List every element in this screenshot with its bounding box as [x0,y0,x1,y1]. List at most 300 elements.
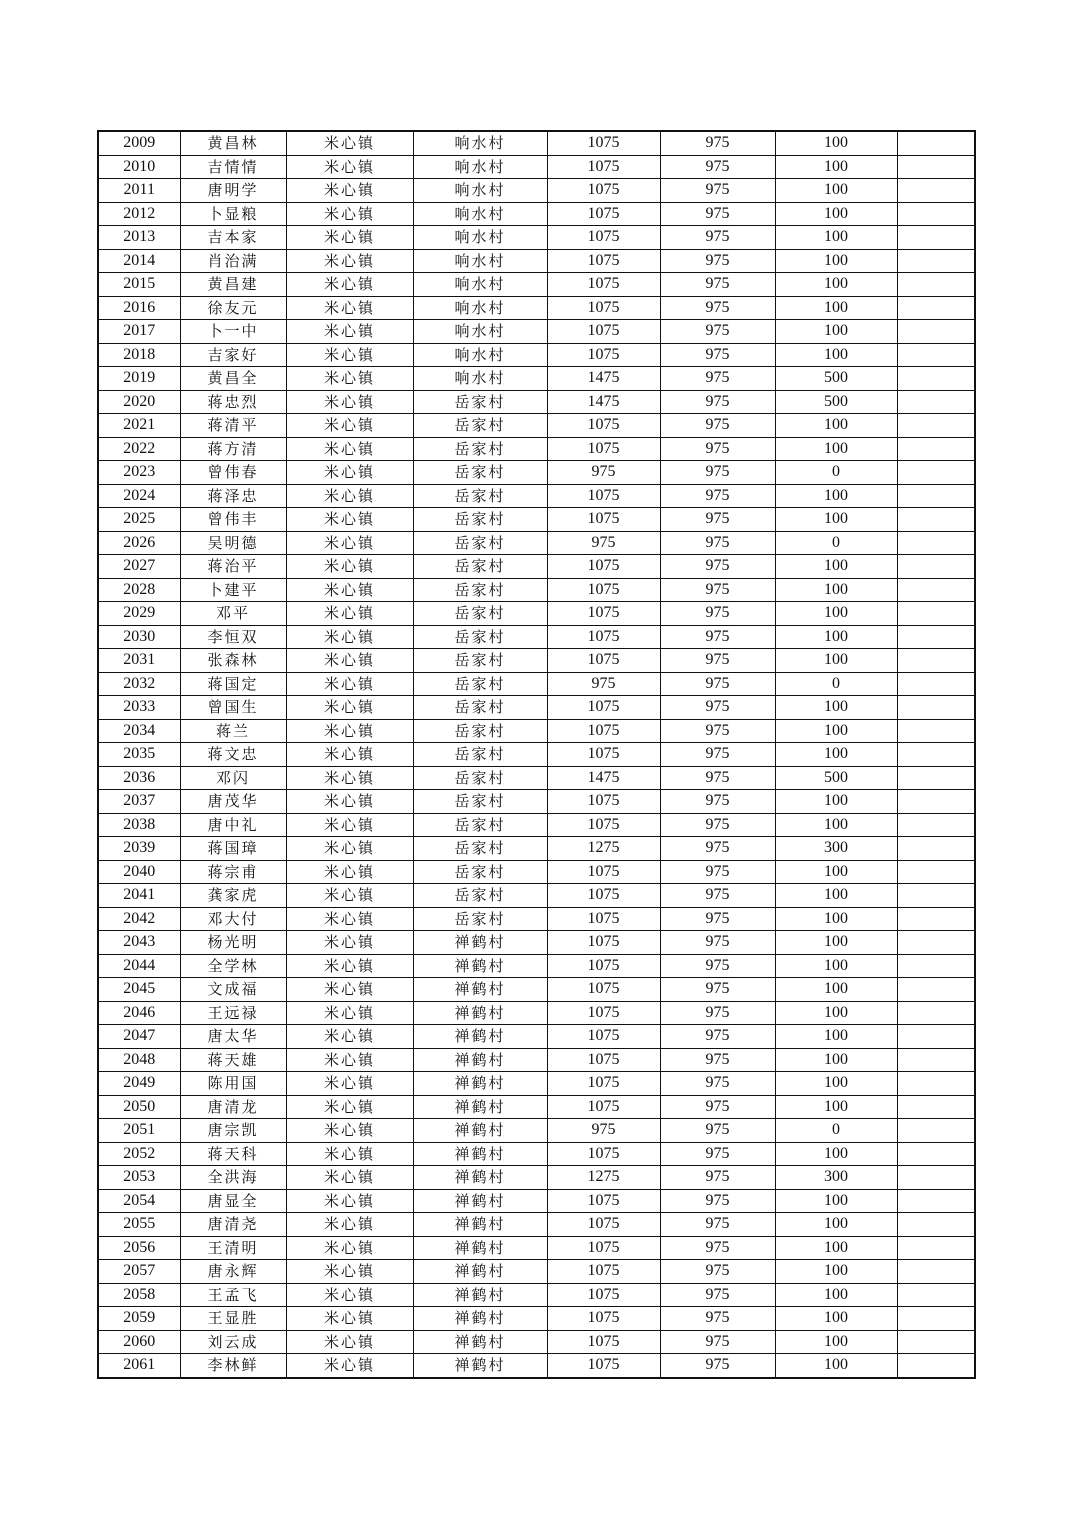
town-cell: 米心镇 [286,978,413,1002]
amount-cell: 1075 [547,155,660,179]
serial-cell: 2024 [98,484,180,508]
amount-cell: 1075 [547,1095,660,1119]
village-cell: 响水村 [413,226,547,250]
town-cell: 米心镇 [286,602,413,626]
table-row [98,672,975,696]
difference-cell: 100 [775,1001,897,1025]
remark-cell [897,131,975,155]
table-row [98,719,975,743]
serial-cell: 2048 [98,1048,180,1072]
remark-cell [897,1142,975,1166]
table-row [98,249,975,273]
serial-cell: 2026 [98,531,180,555]
standard-cell: 975 [660,1283,775,1307]
amount-cell: 1075 [547,907,660,931]
serial-cell: 2046 [98,1001,180,1025]
serial-cell: 2049 [98,1072,180,1096]
village-cell: 禅鹤村 [413,1025,547,1049]
town-cell: 米心镇 [286,672,413,696]
table-row [98,696,975,720]
village-cell: 岳家村 [413,719,547,743]
name-cell: 蒋国定 [180,672,286,696]
town-cell: 米心镇 [286,884,413,908]
name-cell: 张森林 [180,649,286,673]
town-cell: 米心镇 [286,1330,413,1354]
standard-cell: 975 [660,649,775,673]
village-cell: 禅鹤村 [413,1048,547,1072]
remark-cell [897,813,975,837]
village-cell: 禅鹤村 [413,1213,547,1237]
standard-cell: 975 [660,1354,775,1378]
name-cell: 刘云成 [180,1330,286,1354]
name-cell: 邓闪 [180,766,286,790]
standard-cell: 975 [660,672,775,696]
table-row [98,296,975,320]
town-cell: 米心镇 [286,1095,413,1119]
amount-cell: 1075 [547,1213,660,1237]
table-row [98,320,975,344]
difference-cell: 300 [775,837,897,861]
amount-cell: 1075 [547,578,660,602]
table-row [98,1260,975,1284]
serial-cell: 2043 [98,931,180,955]
standard-cell: 975 [660,531,775,555]
remark-cell [897,578,975,602]
remark-cell [897,437,975,461]
amount-cell: 1075 [547,696,660,720]
town-cell: 米心镇 [286,1213,413,1237]
data-table [97,130,976,1379]
difference-cell: 100 [775,649,897,673]
table-row [98,1307,975,1331]
difference-cell: 100 [775,790,897,814]
standard-cell: 975 [660,249,775,273]
table-row [98,202,975,226]
town-cell: 米心镇 [286,226,413,250]
town-cell: 米心镇 [286,931,413,955]
difference-cell: 100 [775,1142,897,1166]
town-cell: 米心镇 [286,437,413,461]
standard-cell: 975 [660,320,775,344]
village-cell: 禅鹤村 [413,1001,547,1025]
name-cell: 蒋兰 [180,719,286,743]
amount-cell: 1075 [547,131,660,155]
difference-cell: 100 [775,249,897,273]
remark-cell [897,531,975,555]
table-row [98,390,975,414]
remark-cell [897,790,975,814]
amount-cell: 975 [547,1119,660,1143]
remark-cell [897,1025,975,1049]
table-row [98,860,975,884]
amount-cell: 1275 [547,837,660,861]
table-row [98,1166,975,1190]
town-cell: 米心镇 [286,343,413,367]
name-cell: 徐友元 [180,296,286,320]
village-cell: 岳家村 [413,578,547,602]
remark-cell [897,719,975,743]
standard-cell: 975 [660,1330,775,1354]
name-cell: 唐永辉 [180,1260,286,1284]
name-cell: 王孟飞 [180,1283,286,1307]
village-cell: 岳家村 [413,414,547,438]
village-cell: 响水村 [413,367,547,391]
amount-cell: 1075 [547,625,660,649]
amount-cell: 975 [547,672,660,696]
remark-cell [897,1354,975,1378]
table-row [98,1142,975,1166]
name-cell: 蒋方清 [180,437,286,461]
difference-cell: 100 [775,931,897,955]
name-cell: 王远禄 [180,1001,286,1025]
standard-cell: 975 [660,1072,775,1096]
table-row [98,155,975,179]
serial-cell: 2041 [98,884,180,908]
table-row [98,414,975,438]
village-cell: 岳家村 [413,790,547,814]
standard-cell: 975 [660,226,775,250]
serial-cell: 2036 [98,766,180,790]
amount-cell: 1075 [547,1354,660,1378]
town-cell: 米心镇 [286,1260,413,1284]
difference-cell: 100 [775,1095,897,1119]
table-body [98,131,975,1378]
village-cell: 禅鹤村 [413,1189,547,1213]
table-row [98,1236,975,1260]
difference-cell: 100 [775,1025,897,1049]
amount-cell: 1075 [547,813,660,837]
table-row [98,578,975,602]
amount-cell: 1075 [547,179,660,203]
town-cell: 米心镇 [286,1072,413,1096]
remark-cell [897,860,975,884]
standard-cell: 975 [660,1260,775,1284]
town-cell: 米心镇 [286,625,413,649]
table-row [98,1025,975,1049]
difference-cell: 100 [775,437,897,461]
difference-cell: 500 [775,766,897,790]
table-row [98,1095,975,1119]
standard-cell: 975 [660,155,775,179]
table-row [98,978,975,1002]
difference-cell: 100 [775,414,897,438]
village-cell: 岳家村 [413,625,547,649]
serial-cell: 2017 [98,320,180,344]
table-row [98,954,975,978]
village-cell: 岳家村 [413,531,547,555]
name-cell: 唐宗凯 [180,1119,286,1143]
table-row [98,1072,975,1096]
village-cell: 禅鹤村 [413,1354,547,1378]
difference-cell: 100 [775,1213,897,1237]
name-cell: 龚家虎 [180,884,286,908]
amount-cell: 1075 [547,484,660,508]
name-cell: 邓大付 [180,907,286,931]
amount-cell: 1075 [547,719,660,743]
table-row [98,1048,975,1072]
amount-cell: 1075 [547,602,660,626]
village-cell: 岳家村 [413,884,547,908]
remark-cell [897,1213,975,1237]
amount-cell: 1075 [547,555,660,579]
difference-cell: 100 [775,1189,897,1213]
serial-cell: 2051 [98,1119,180,1143]
remark-cell [897,202,975,226]
serial-cell: 2027 [98,555,180,579]
amount-cell: 1075 [547,1307,660,1331]
difference-cell: 100 [775,954,897,978]
amount-cell: 1075 [547,437,660,461]
standard-cell: 975 [660,1166,775,1190]
difference-cell: 100 [775,1283,897,1307]
standard-cell: 975 [660,837,775,861]
remark-cell [897,1307,975,1331]
standard-cell: 975 [660,296,775,320]
amount-cell: 1075 [547,1048,660,1072]
difference-cell: 100 [775,978,897,1002]
name-cell: 曾伟丰 [180,508,286,532]
town-cell: 米心镇 [286,508,413,532]
remark-cell [897,1048,975,1072]
amount-cell: 1075 [547,1025,660,1049]
standard-cell: 975 [660,508,775,532]
standard-cell: 975 [660,131,775,155]
name-cell: 曾国生 [180,696,286,720]
standard-cell: 975 [660,1307,775,1331]
difference-cell: 100 [775,484,897,508]
difference-cell: 100 [775,1260,897,1284]
remark-cell [897,1260,975,1284]
standard-cell: 975 [660,907,775,931]
serial-cell: 2013 [98,226,180,250]
table-row [98,1213,975,1237]
difference-cell: 500 [775,390,897,414]
amount-cell: 1075 [547,273,660,297]
town-cell: 米心镇 [286,860,413,884]
village-cell: 岳家村 [413,437,547,461]
village-cell: 岳家村 [413,860,547,884]
serial-cell: 2032 [98,672,180,696]
village-cell: 响水村 [413,343,547,367]
serial-cell: 2030 [98,625,180,649]
table-row [98,602,975,626]
name-cell: 蒋文忠 [180,743,286,767]
town-cell: 米心镇 [286,484,413,508]
standard-cell: 975 [660,931,775,955]
amount-cell: 1475 [547,367,660,391]
remark-cell [897,1330,975,1354]
serial-cell: 2057 [98,1260,180,1284]
town-cell: 米心镇 [286,907,413,931]
amount-cell: 1475 [547,390,660,414]
name-cell: 卜显粮 [180,202,286,226]
village-cell: 岳家村 [413,813,547,837]
serial-cell: 2020 [98,390,180,414]
remark-cell [897,155,975,179]
name-cell: 唐清尧 [180,1213,286,1237]
table-row [98,884,975,908]
table-row [98,437,975,461]
village-cell: 禅鹤村 [413,978,547,1002]
remark-cell [897,1166,975,1190]
standard-cell: 975 [660,202,775,226]
village-cell: 岳家村 [413,766,547,790]
serial-cell: 2035 [98,743,180,767]
remark-cell [897,625,975,649]
remark-cell [897,296,975,320]
serial-cell: 2025 [98,508,180,532]
remark-cell [897,508,975,532]
serial-cell: 2012 [98,202,180,226]
difference-cell: 100 [775,179,897,203]
difference-cell: 100 [775,555,897,579]
table-row [98,1330,975,1354]
standard-cell: 975 [660,390,775,414]
village-cell: 响水村 [413,296,547,320]
difference-cell: 100 [775,508,897,532]
serial-cell: 2047 [98,1025,180,1049]
remark-cell [897,954,975,978]
amount-cell: 1075 [547,249,660,273]
standard-cell: 975 [660,1189,775,1213]
amount-cell: 1075 [547,954,660,978]
standard-cell: 975 [660,954,775,978]
table-row [98,837,975,861]
standard-cell: 975 [660,179,775,203]
amount-cell: 1075 [547,1283,660,1307]
town-cell: 米心镇 [286,1001,413,1025]
amount-cell: 1075 [547,1001,660,1025]
town-cell: 米心镇 [286,155,413,179]
difference-cell: 100 [775,719,897,743]
town-cell: 米心镇 [286,719,413,743]
serial-cell: 2039 [98,837,180,861]
serial-cell: 2029 [98,602,180,626]
serial-cell: 2053 [98,1166,180,1190]
remark-cell [897,1189,975,1213]
table-row [98,625,975,649]
serial-cell: 2061 [98,1354,180,1378]
standard-cell: 975 [660,555,775,579]
remark-cell [897,649,975,673]
name-cell: 唐明学 [180,179,286,203]
town-cell: 米心镇 [286,1189,413,1213]
name-cell: 蒋治平 [180,555,286,579]
table-row [98,273,975,297]
village-cell: 岳家村 [413,508,547,532]
difference-cell: 100 [775,1072,897,1096]
name-cell: 蒋天雄 [180,1048,286,1072]
standard-cell: 975 [660,1048,775,1072]
standard-cell: 975 [660,1142,775,1166]
village-cell: 禅鹤村 [413,1307,547,1331]
standard-cell: 975 [660,1236,775,1260]
amount-cell: 1075 [547,1142,660,1166]
serial-cell: 2015 [98,273,180,297]
table-row [98,367,975,391]
difference-cell: 100 [775,131,897,155]
serial-cell: 2054 [98,1189,180,1213]
serial-cell: 2044 [98,954,180,978]
serial-cell: 2028 [98,578,180,602]
amount-cell: 1075 [547,508,660,532]
name-cell: 唐清龙 [180,1095,286,1119]
village-cell: 禅鹤村 [413,954,547,978]
standard-cell: 975 [660,414,775,438]
town-cell: 米心镇 [286,790,413,814]
name-cell: 吉家好 [180,343,286,367]
amount-cell: 1075 [547,296,660,320]
name-cell: 吉本家 [180,226,286,250]
remark-cell [897,555,975,579]
table-row [98,743,975,767]
table-row [98,131,975,155]
standard-cell: 975 [660,696,775,720]
serial-cell: 2010 [98,155,180,179]
amount-cell: 1075 [547,743,660,767]
table-row [98,555,975,579]
serial-cell: 2055 [98,1213,180,1237]
standard-cell: 975 [660,884,775,908]
standard-cell: 975 [660,437,775,461]
difference-cell: 100 [775,743,897,767]
name-cell: 王显胜 [180,1307,286,1331]
name-cell: 吉情情 [180,155,286,179]
amount-cell: 1075 [547,1189,660,1213]
table-row [98,649,975,673]
table-row [98,1119,975,1143]
serial-cell: 2052 [98,1142,180,1166]
town-cell: 米心镇 [286,202,413,226]
remark-cell [897,390,975,414]
town-cell: 米心镇 [286,1307,413,1331]
remark-cell [897,484,975,508]
remark-cell [897,907,975,931]
remark-cell [897,884,975,908]
amount-cell: 1475 [547,766,660,790]
amount-cell: 1075 [547,343,660,367]
standard-cell: 975 [660,978,775,1002]
village-cell: 岳家村 [413,907,547,931]
name-cell: 全学林 [180,954,286,978]
remark-cell [897,343,975,367]
village-cell: 岳家村 [413,743,547,767]
name-cell: 蒋天科 [180,1142,286,1166]
remark-cell [897,602,975,626]
name-cell: 蒋清平 [180,414,286,438]
amount-cell: 1075 [547,1330,660,1354]
town-cell: 米心镇 [286,249,413,273]
difference-cell: 100 [775,1236,897,1260]
serial-cell: 2060 [98,1330,180,1354]
town-cell: 米心镇 [286,461,413,485]
village-cell: 禅鹤村 [413,1283,547,1307]
serial-cell: 2050 [98,1095,180,1119]
name-cell: 唐中礼 [180,813,286,837]
town-cell: 米心镇 [286,296,413,320]
table-row [98,931,975,955]
village-cell: 响水村 [413,320,547,344]
serial-cell: 2011 [98,179,180,203]
difference-cell: 100 [775,884,897,908]
village-cell: 岳家村 [413,484,547,508]
standard-cell: 975 [660,743,775,767]
name-cell: 蒋忠烈 [180,390,286,414]
town-cell: 米心镇 [286,320,413,344]
amount-cell: 1075 [547,202,660,226]
difference-cell: 0 [775,1119,897,1143]
village-cell: 岳家村 [413,672,547,696]
